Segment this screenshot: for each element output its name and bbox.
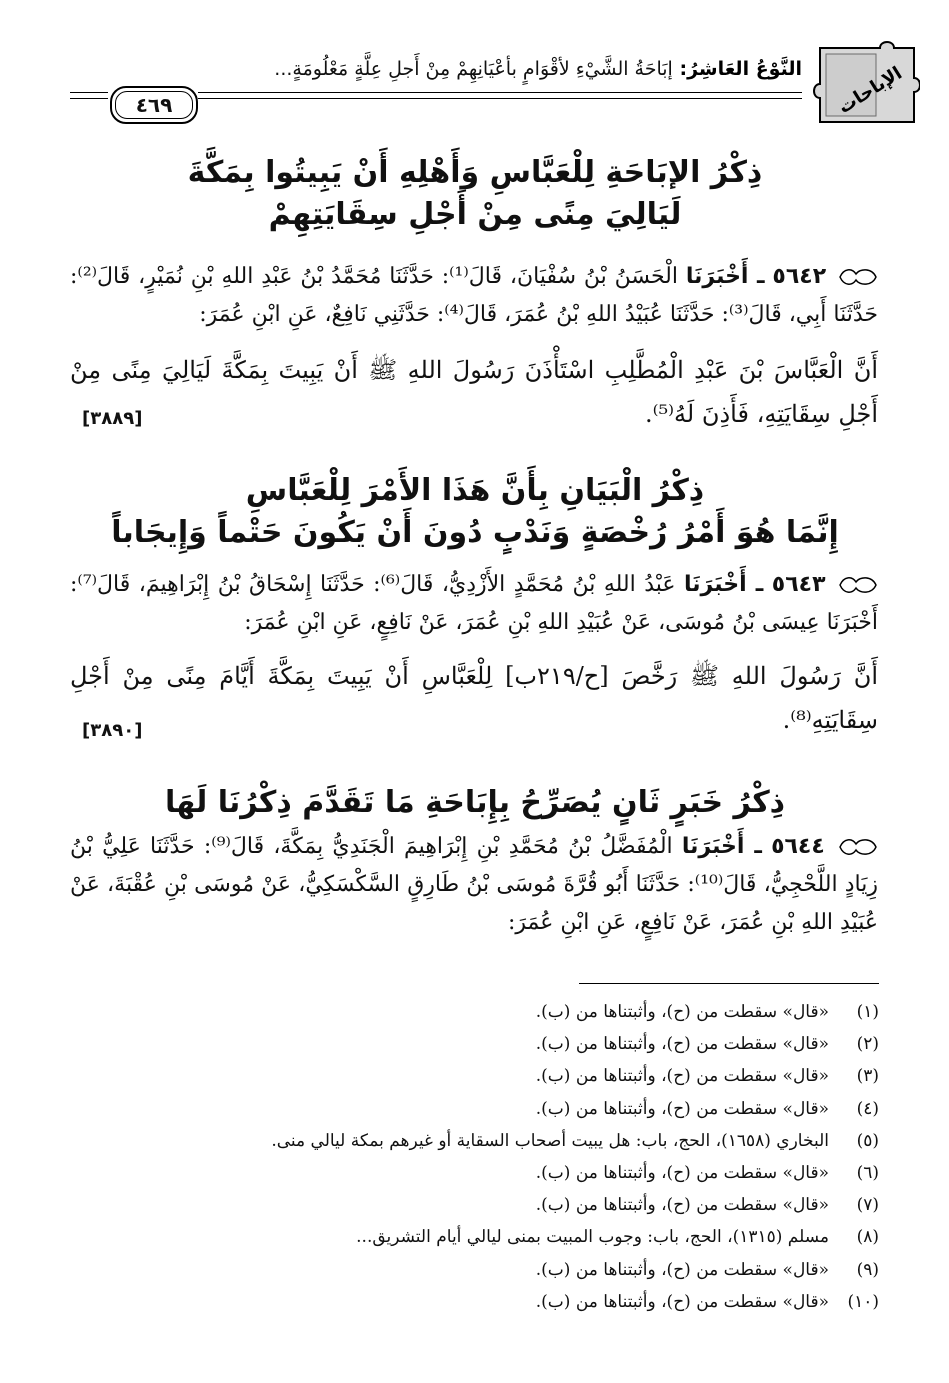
isnad-text: عَبْدُ اللهِ بْنُ مُحَمَّدٍ الأَزْدِيُّ، قَالَ⁽⁶⁾: حَدَّثَنَا إِسْحَاقُ بْنُ إِبْرَاهِيمَ، قَالَ⁽⁷⁾: أَخْبَرَنَا عِيسَى بْنُ مُوسَى، عَنْ عُبَيْدِ اللهِ بْنِ عُمَرَ، عَنْ نَافِعٍ، عَنِ ابْنِ عُمَرَ: (70, 572, 878, 635)
hadith-reference-1: [٣٨٨٩] (82, 408, 143, 429)
footnote-text: مسلم (١٣١٥)، الحج، باب: وجوب المبيت بمنى ليالي أيام التشريق... (356, 1227, 829, 1248)
footnote-item (89, 1093, 879, 1125)
isnad-text: الْحَسَنُ بْنُ سُفْيَانَ، قَالَ⁽¹⁾: حَدَّثَنَا مُحَمَّدُ بْنُ عَبْدِ اللهِ بْنِ نُمَيْرٍ، قَالَ⁽²⁾: حَدَّثَنَا أَبِي، قَالَ⁽³⁾: حَدَّثَنَا عُبَيْدُ اللهِ بْنُ عُمَرَ، قَالَ⁽⁴⁾: حَدَّثَنِي نَافِعٌ، عَنِ ابْنِ عُمَرَ: (70, 264, 878, 327)
running-title (274, 58, 802, 80)
footnote-item (89, 1060, 879, 1092)
footnote-divider (579, 983, 879, 984)
heading-line: إِنَّمَا هُوَ أَمْرُ رُخْصَةٍ وَنَدْبٍ دُونَ أَنْ يَكُونَ حَتْماً وَإِيجَاباً (111, 515, 839, 550)
footnote-number: (٧) (856, 1195, 879, 1216)
matn-text: أَنَّ الْعَبَّاسَ بْنَ عَبْدِ الْمُطَّلِبِ اسْتَأْذَنَ رَسُولَ اللهِ ﷺ أَنْ يَبِيتَ بِمَكَّةَ لَيَالِيَ مِنًى مِنْ أَجْلِ سِقَايَتِهِ، فَأَذِنَ لَهُ⁽⁵⁾. (70, 356, 878, 428)
hadith-matn-1 (70, 348, 878, 436)
section-heading-1 (60, 152, 890, 236)
footnote-item (89, 1157, 879, 1189)
footnote-text: «قال» سقطت من (ح)، وأثبتناها من (ب). (535, 1259, 829, 1280)
footnote-item (89, 1125, 879, 1157)
footnote-item (89, 996, 879, 1028)
heading-line: ذِكْرُ الْبَيَانِ بِأَنَّ هَذَا الأَمْرَ لِلْعَبَّاسِ (245, 473, 705, 508)
header-rule-left (70, 92, 108, 99)
footnotes-list (89, 996, 879, 1318)
isnad-text: الْمُفَضَّلُ بْنُ مُحَمَّدِ بْنِ إِبْرَاهِيمَ الْجَنَدِيُّ بِمَكَّةَ، قَالَ⁽⁹⁾: حَدَّثَنَا عَلِيُّ بْنُ زِيَادٍ اللَّحْجِيُّ، قَالَ⁽¹⁰⁾: حَدَّثَنَا أَبُو قُرَّةَ مُوسَى بْنُ طَارِقٍ السَّكْسَكِيُّ، عَنْ مُوسَى بْنِ عُقْبَةَ، عَنْ عُبَيْدِ اللهِ بْنِ عُمَرَ، عَنْ نَافِعٍ، عَنِ ابْنِ عُمَرَ: (70, 834, 878, 935)
heading-line: ذِكْرُ الإبَاحَةِ لِلْعَبَّاسِ وَأَهْلِهِ أَنْ يَبِيتُوا بِمَكَّةَ (187, 155, 763, 190)
hadith-number: ٥٦٤٣ (771, 572, 826, 597)
page-number: ٤٦٩ (135, 93, 173, 117)
footnote-number: (٦) (856, 1163, 879, 1184)
footnote-text: «قال» سقطت من (ح)، وأثبتناها من (ب). (535, 1195, 829, 1216)
puzzle-emblem-icon (810, 38, 920, 126)
heading-line: ذِكْرُ خَبَرٍ ثَانٍ يُصَرِّحُ بِإِبَاحَةِ مَا تَقَدَّمَ ذِكْرُنَا لَهَا (164, 785, 786, 820)
hadith-isnad-1: ٥٦٤٢ ـ أَخْبَرَنَا الْحَسَنُ بْنُ سُفْيَانَ، قَالَ⁽¹⁾: حَدَّثَنَا مُحَمَّدُ بْنُ عَبْدِ اللهِ بْنِ نُمَيْرٍ، قَالَ⁽²⁾: حَدَّثَنَا أَبِي، قَالَ⁽³⁾: حَدَّثَنَا عُبَيْدُ اللهِ بْنُ عُمَرَ، قَالَ⁽⁴⁾: حَدَّثَنِي نَافِعٌ، عَنِ ابْنِ عُمَرَ: (70, 264, 878, 327)
section-heading-3 (60, 782, 890, 824)
footnote-text: «قال» سقطت من (ح)، وأثبتناها من (ب). (535, 1002, 829, 1022)
section-heading-2 (60, 470, 890, 554)
footnote-item (89, 1189, 879, 1221)
hadith-number: ٥٦٤٢ (772, 264, 827, 289)
page-header (70, 38, 920, 128)
emblem-text: الإباحات (834, 62, 906, 119)
running-title-text: إبَاحَةُ الشَّيْءِ لأقْوَامٍ بأعْيَانِهِمْ مِنْ أَجلِ عِلَّةٍ مَعْلُومَةٍ... (274, 58, 673, 80)
footnote-item (89, 1254, 879, 1286)
hadith-opening: أَخْبَرَنَا (685, 264, 749, 289)
heading-line: لَيَالِيَ مِنًى مِنْ أَجْلِ سِقَايَتِهِمْ (268, 197, 682, 232)
hadith-marker-icon (838, 836, 878, 858)
footnote-text: «قال» سقطت من (ح)، وأثبتناها من (ب). (535, 1034, 829, 1055)
footnote-text: «قال» سقطت من (ح)، وأثبتناها من (ب). (535, 1163, 829, 1184)
footnote-item (89, 1286, 879, 1318)
hadith-marker-icon (838, 574, 878, 596)
header-rule-right (198, 92, 802, 99)
matn-text: أَنَّ رَسُولَ اللهِ ﷺ رَخَّصَ [ح/٢١٩ب] لِلْعَبَّاسِ أَنْ يَبِيتَ بِمَكَّةَ أَيَّامَ مِنًى مِنْ أَجْلِ سِقَايَتِهِ⁽⁸⁾. (70, 662, 878, 734)
hadith-reference-2: [٣٨٩٠] (82, 720, 143, 741)
footnote-item (89, 1028, 879, 1060)
footnote-number: (١٠) (847, 1291, 879, 1312)
footnote-number: (٤) (856, 1098, 879, 1119)
page-number-box (110, 86, 198, 124)
hadith-number: ٥٦٤٤ (771, 834, 825, 859)
footnote-number: (٥) (856, 1130, 879, 1151)
hadith-opening: أَخْبَرَنَا (681, 834, 745, 859)
hadith-isnad-2: ٥٦٤٣ ـ أَخْبَرَنَا عَبْدُ اللهِ بْنُ مُحَمَّدٍ الأَزْدِيُّ، قَالَ⁽⁶⁾: حَدَّثَنَا إِسْحَاقُ بْنُ إِبْرَاهِيمَ، قَالَ⁽⁷⁾: أَخْبَرَنَا عِيسَى بْنُ مُوسَى، عَنْ عُبَيْدِ اللهِ بْنِ عُمَرَ، عَنْ نَافِعٍ، عَنِ ابْنِ عُمَرَ: (70, 572, 878, 635)
book-label: النَّوْعُ العَاشِرُ: (679, 58, 802, 80)
footnote-number: (٢) (856, 1034, 879, 1055)
hadith-opening: أَخْبَرَنَا (684, 572, 747, 597)
footnote-number: (٩) (856, 1259, 879, 1280)
footnote-text: «قال» سقطت من (ح)، وأثبتناها من (ب). (535, 1098, 829, 1119)
hadith-marker-icon (838, 266, 878, 288)
footnote-number: (١) (856, 1002, 879, 1022)
footnote-number: (٣) (856, 1066, 879, 1087)
footnote-text: البخاري (١٦٥٨)، الحج، باب: هل يبيت أصحاب السقاية أو غيرهم بمكة ليالي منى. (271, 1130, 829, 1151)
footnote-text: «قال» سقطت من (ح)، وأثبتناها من (ب). (535, 1066, 829, 1087)
footnote-number: (٨) (856, 1227, 879, 1248)
footnote-text: «قال» سقطت من (ح)، وأثبتناها من (ب). (535, 1291, 829, 1312)
footnote-item (89, 1221, 879, 1253)
hadith-isnad-3: ٥٦٤٤ ـ أَخْبَرَنَا الْمُفَضَّلُ بْنُ مُحَمَّدِ بْنِ إِبْرَاهِيمَ الْجَنَدِيُّ بِمَكَّةَ، قَالَ⁽⁹⁾: حَدَّثَنَا عَلِيُّ بْنُ زِيَادٍ اللَّحْجِيُّ، قَالَ⁽¹⁰⁾: حَدَّثَنَا أَبُو قُرَّةَ مُوسَى بْنُ طَارِقٍ السَّكْسَكِيُّ، عَنْ مُوسَى بْنِ عُقْبَةَ، عَنْ عُبَيْدِ اللهِ بْنِ عُمَرَ، عَنْ نَافِعٍ، عَنِ ابْنِ عُمَرَ: (70, 834, 878, 935)
hadith-matn-2 (70, 654, 878, 742)
